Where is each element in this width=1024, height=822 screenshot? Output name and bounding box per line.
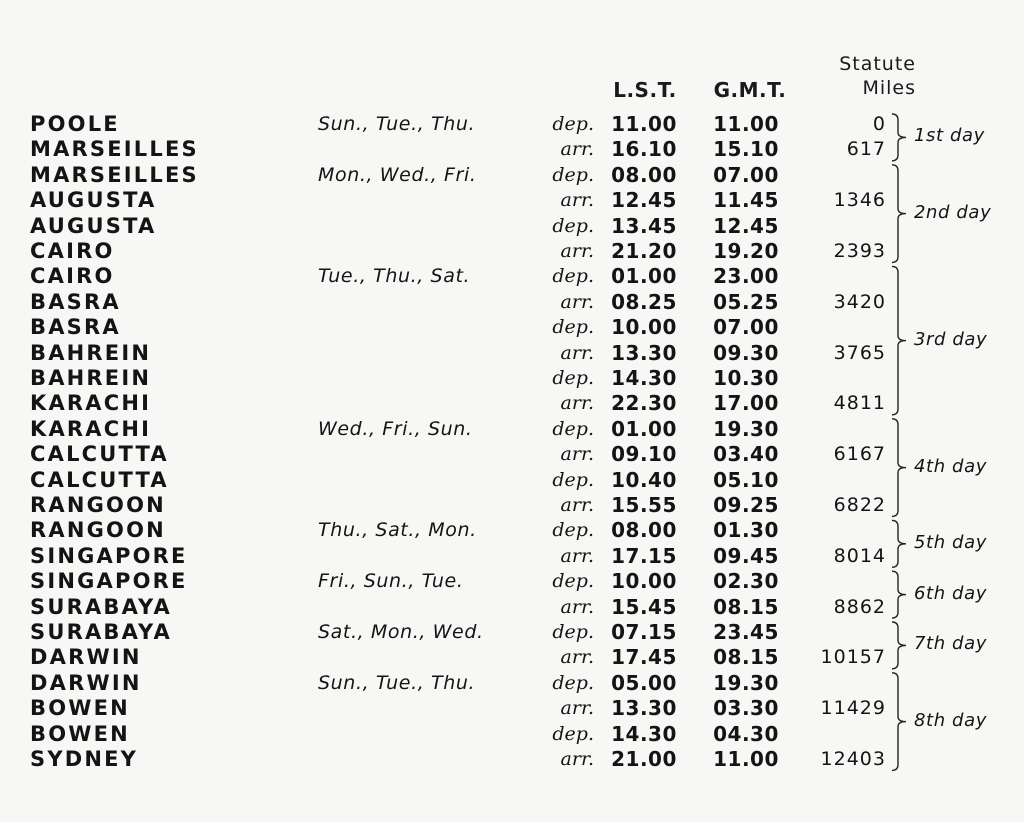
day-brace xyxy=(892,520,906,567)
statute-miles: 11429 xyxy=(820,697,886,720)
place-name: BOWEN xyxy=(30,696,130,721)
table-row xyxy=(0,468,1024,493)
local-time: 01.00 xyxy=(611,416,677,441)
operating-days: Fri., Sun., Tue. xyxy=(318,570,464,593)
dep-arr-mark: dep. xyxy=(552,316,594,339)
operating-days: Thu., Sat., Mon. xyxy=(318,519,477,542)
gmt-time: 23.00 xyxy=(713,264,779,289)
statute-miles: 1346 xyxy=(833,189,886,212)
gmt-time: 09.30 xyxy=(713,340,779,365)
gmt-time: 11.45 xyxy=(713,188,779,213)
dep-arr-mark: dep. xyxy=(552,570,594,593)
day-label: 5th day xyxy=(914,531,987,553)
table-row xyxy=(0,315,1024,340)
table-row xyxy=(0,112,1024,137)
local-time: 09.10 xyxy=(611,442,677,467)
place-name: SINGAPORE xyxy=(30,543,188,568)
place-name: CALCUTTA xyxy=(30,442,169,467)
local-time: 05.00 xyxy=(611,670,677,695)
local-time: 17.15 xyxy=(611,543,677,568)
place-name: SURABAYA xyxy=(30,594,172,619)
day-brace xyxy=(892,165,906,263)
table-row xyxy=(0,366,1024,391)
day-label: 1st day xyxy=(914,125,985,147)
table-row xyxy=(0,442,1024,467)
dep-arr-mark: arr. xyxy=(560,646,594,669)
day-brace xyxy=(892,571,906,618)
dep-arr-mark: dep. xyxy=(552,214,594,237)
local-time: 14.30 xyxy=(611,721,677,746)
table-row xyxy=(0,163,1024,188)
local-time: 08.25 xyxy=(611,289,677,314)
dep-arr-mark: arr. xyxy=(560,494,594,516)
header-miles-line2: Miles xyxy=(862,77,916,99)
dep-arr-mark: arr. xyxy=(560,544,594,567)
statute-miles: 6167 xyxy=(833,443,886,466)
gmt-time: 11.00 xyxy=(713,747,779,771)
gmt-time: 19.20 xyxy=(713,239,779,263)
local-time: 22.30 xyxy=(611,391,677,416)
operating-days: Wed., Fri., Sun. xyxy=(318,417,473,440)
gmt-time: 03.40 xyxy=(713,442,779,467)
gmt-time: 05.25 xyxy=(713,289,779,314)
dep-arr-mark: dep. xyxy=(552,621,594,643)
place-name: BASRA xyxy=(30,315,121,340)
table-row xyxy=(0,188,1024,213)
day-brace xyxy=(892,114,906,161)
dep-arr-mark: dep. xyxy=(552,519,594,542)
dep-arr-mark: arr. xyxy=(560,595,594,618)
place-name: RANGOON xyxy=(30,518,166,543)
statute-miles: 8862 xyxy=(833,595,886,618)
dep-arr-mark: dep. xyxy=(552,113,594,135)
table-row xyxy=(0,722,1024,747)
day-brace xyxy=(892,673,906,771)
place-name: CALCUTTA xyxy=(30,467,169,492)
place-name: BASRA xyxy=(30,289,121,314)
day-brace xyxy=(892,419,906,517)
gmt-time: 19.30 xyxy=(713,670,779,695)
day-label: 7th day xyxy=(914,633,987,655)
local-time: 17.45 xyxy=(611,645,677,670)
day-label: 4th day xyxy=(914,455,987,477)
statute-miles: 10157 xyxy=(820,646,886,669)
place-name: KARACHI xyxy=(30,416,152,441)
local-time: 08.00 xyxy=(611,162,677,187)
table-row xyxy=(0,620,1024,645)
statute-miles: 12403 xyxy=(820,748,886,770)
operating-days: Tue., Thu., Sat. xyxy=(318,265,471,288)
statute-miles: 4811 xyxy=(833,392,886,415)
operating-days: Sun., Tue., Thu. xyxy=(318,113,476,135)
local-time: 14.30 xyxy=(611,366,677,390)
gmt-time: 08.15 xyxy=(713,645,779,670)
local-time: 07.15 xyxy=(611,620,677,644)
table-row xyxy=(0,239,1024,264)
table-row xyxy=(0,264,1024,289)
statute-miles: 3765 xyxy=(833,341,886,364)
dep-arr-mark: dep. xyxy=(552,671,594,694)
dep-arr-mark: dep. xyxy=(552,367,594,389)
gmt-time: 09.45 xyxy=(713,543,779,568)
local-time: 01.00 xyxy=(611,264,677,289)
gmt-time: 12.45 xyxy=(713,213,779,238)
statute-miles: 0 xyxy=(872,113,886,135)
day-label: 6th day xyxy=(914,582,987,604)
local-time: 10.00 xyxy=(611,569,677,594)
table-row xyxy=(0,696,1024,721)
place-name: AUGUSTA xyxy=(30,188,157,213)
local-time: 12.45 xyxy=(611,188,677,213)
gmt-time: 05.10 xyxy=(713,467,779,492)
dep-arr-mark: arr. xyxy=(560,138,594,161)
dep-arr-mark: arr. xyxy=(560,290,594,313)
dep-arr-mark: arr. xyxy=(560,240,594,262)
dep-arr-mark: dep. xyxy=(552,722,594,745)
table-row xyxy=(0,391,1024,416)
place-name: RANGOON xyxy=(30,493,166,517)
gmt-time: 17.00 xyxy=(713,391,779,416)
place-name: SINGAPORE xyxy=(30,569,188,594)
gmt-time: 09.25 xyxy=(713,493,779,517)
gmt-time: 04.30 xyxy=(713,721,779,746)
local-time: 10.40 xyxy=(611,467,677,492)
dep-arr-mark: dep. xyxy=(552,163,594,186)
local-time: 15.45 xyxy=(611,594,677,619)
day-brace xyxy=(892,266,906,414)
header-lst: L.S.T. xyxy=(613,78,677,102)
gmt-time: 02.30 xyxy=(713,569,779,594)
local-time: 13.30 xyxy=(611,340,677,365)
local-time: 16.10 xyxy=(611,137,677,162)
table-row xyxy=(0,290,1024,315)
dep-arr-mark: arr. xyxy=(560,697,594,720)
dep-arr-mark: arr. xyxy=(560,392,594,415)
place-name: BOWEN xyxy=(30,721,130,746)
local-time: 11.00 xyxy=(611,112,677,136)
gmt-time: 11.00 xyxy=(713,112,779,136)
local-time: 21.20 xyxy=(611,239,677,263)
local-time: 21.00 xyxy=(611,747,677,771)
day-brace xyxy=(892,622,906,669)
statute-miles: 2393 xyxy=(833,240,886,262)
dep-arr-mark: dep. xyxy=(552,265,594,288)
gmt-time: 03.30 xyxy=(713,696,779,721)
gmt-time: 07.00 xyxy=(713,162,779,187)
place-name: POOLE xyxy=(30,112,120,136)
table-row xyxy=(0,518,1024,543)
header-miles-line1: Statute xyxy=(839,53,916,75)
place-name: BAHREIN xyxy=(30,340,152,365)
gmt-time: 23.45 xyxy=(713,620,779,644)
dep-arr-mark: arr. xyxy=(560,189,594,212)
table-row xyxy=(0,747,1024,772)
gmt-time: 08.15 xyxy=(713,594,779,619)
dep-arr-mark: arr. xyxy=(560,748,594,770)
place-name: SURABAYA xyxy=(30,620,172,644)
dep-arr-mark: arr. xyxy=(560,443,594,466)
operating-days: Mon., Wed., Fri. xyxy=(318,163,477,186)
gmt-time: 15.10 xyxy=(713,137,779,162)
table-row xyxy=(0,493,1024,518)
day-label: 3rd day xyxy=(914,328,988,350)
gmt-time: 07.00 xyxy=(713,315,779,340)
local-time: 15.55 xyxy=(611,493,677,517)
day-label: 2nd day xyxy=(914,201,992,223)
day-label: 8th day xyxy=(914,709,987,731)
table-row xyxy=(0,341,1024,366)
local-time: 13.30 xyxy=(611,696,677,721)
dep-arr-mark: dep. xyxy=(552,417,594,440)
header-gmt: G.M.T. xyxy=(713,78,787,102)
place-name: CAIRO xyxy=(30,264,115,289)
table-row xyxy=(0,645,1024,670)
local-time: 10.00 xyxy=(611,315,677,340)
statute-miles: 617 xyxy=(846,138,886,161)
table-row xyxy=(0,417,1024,442)
place-name: SYDNEY xyxy=(30,747,139,771)
place-name: DARWIN xyxy=(30,645,142,670)
place-name: MARSEILLES xyxy=(30,137,199,162)
operating-days: Sun., Tue., Thu. xyxy=(318,671,476,694)
header-statute-miles xyxy=(800,52,916,100)
gmt-time: 10.30 xyxy=(713,366,779,390)
statute-miles: 3420 xyxy=(833,290,886,313)
dep-arr-mark: dep. xyxy=(552,468,594,491)
statute-miles: 8014 xyxy=(833,544,886,567)
place-name: DARWIN xyxy=(30,670,142,695)
place-name: BAHREIN xyxy=(30,366,152,390)
table-row xyxy=(0,214,1024,239)
place-name: MARSEILLES xyxy=(30,162,199,187)
table-row xyxy=(0,544,1024,569)
statute-miles: 6822 xyxy=(833,494,886,516)
table-row xyxy=(0,671,1024,696)
place-name: AUGUSTA xyxy=(30,213,157,238)
dep-arr-mark: arr. xyxy=(560,341,594,364)
local-time: 08.00 xyxy=(611,518,677,543)
table-row xyxy=(0,595,1024,620)
place-name: CAIRO xyxy=(30,239,115,263)
table-row xyxy=(0,137,1024,162)
place-name: KARACHI xyxy=(30,391,152,416)
gmt-time: 19.30 xyxy=(713,416,779,441)
day-braces xyxy=(886,100,916,780)
gmt-time: 01.30 xyxy=(713,518,779,543)
local-time: 13.45 xyxy=(611,213,677,238)
operating-days: Sat., Mon., Wed. xyxy=(318,621,484,643)
table-row xyxy=(0,569,1024,594)
